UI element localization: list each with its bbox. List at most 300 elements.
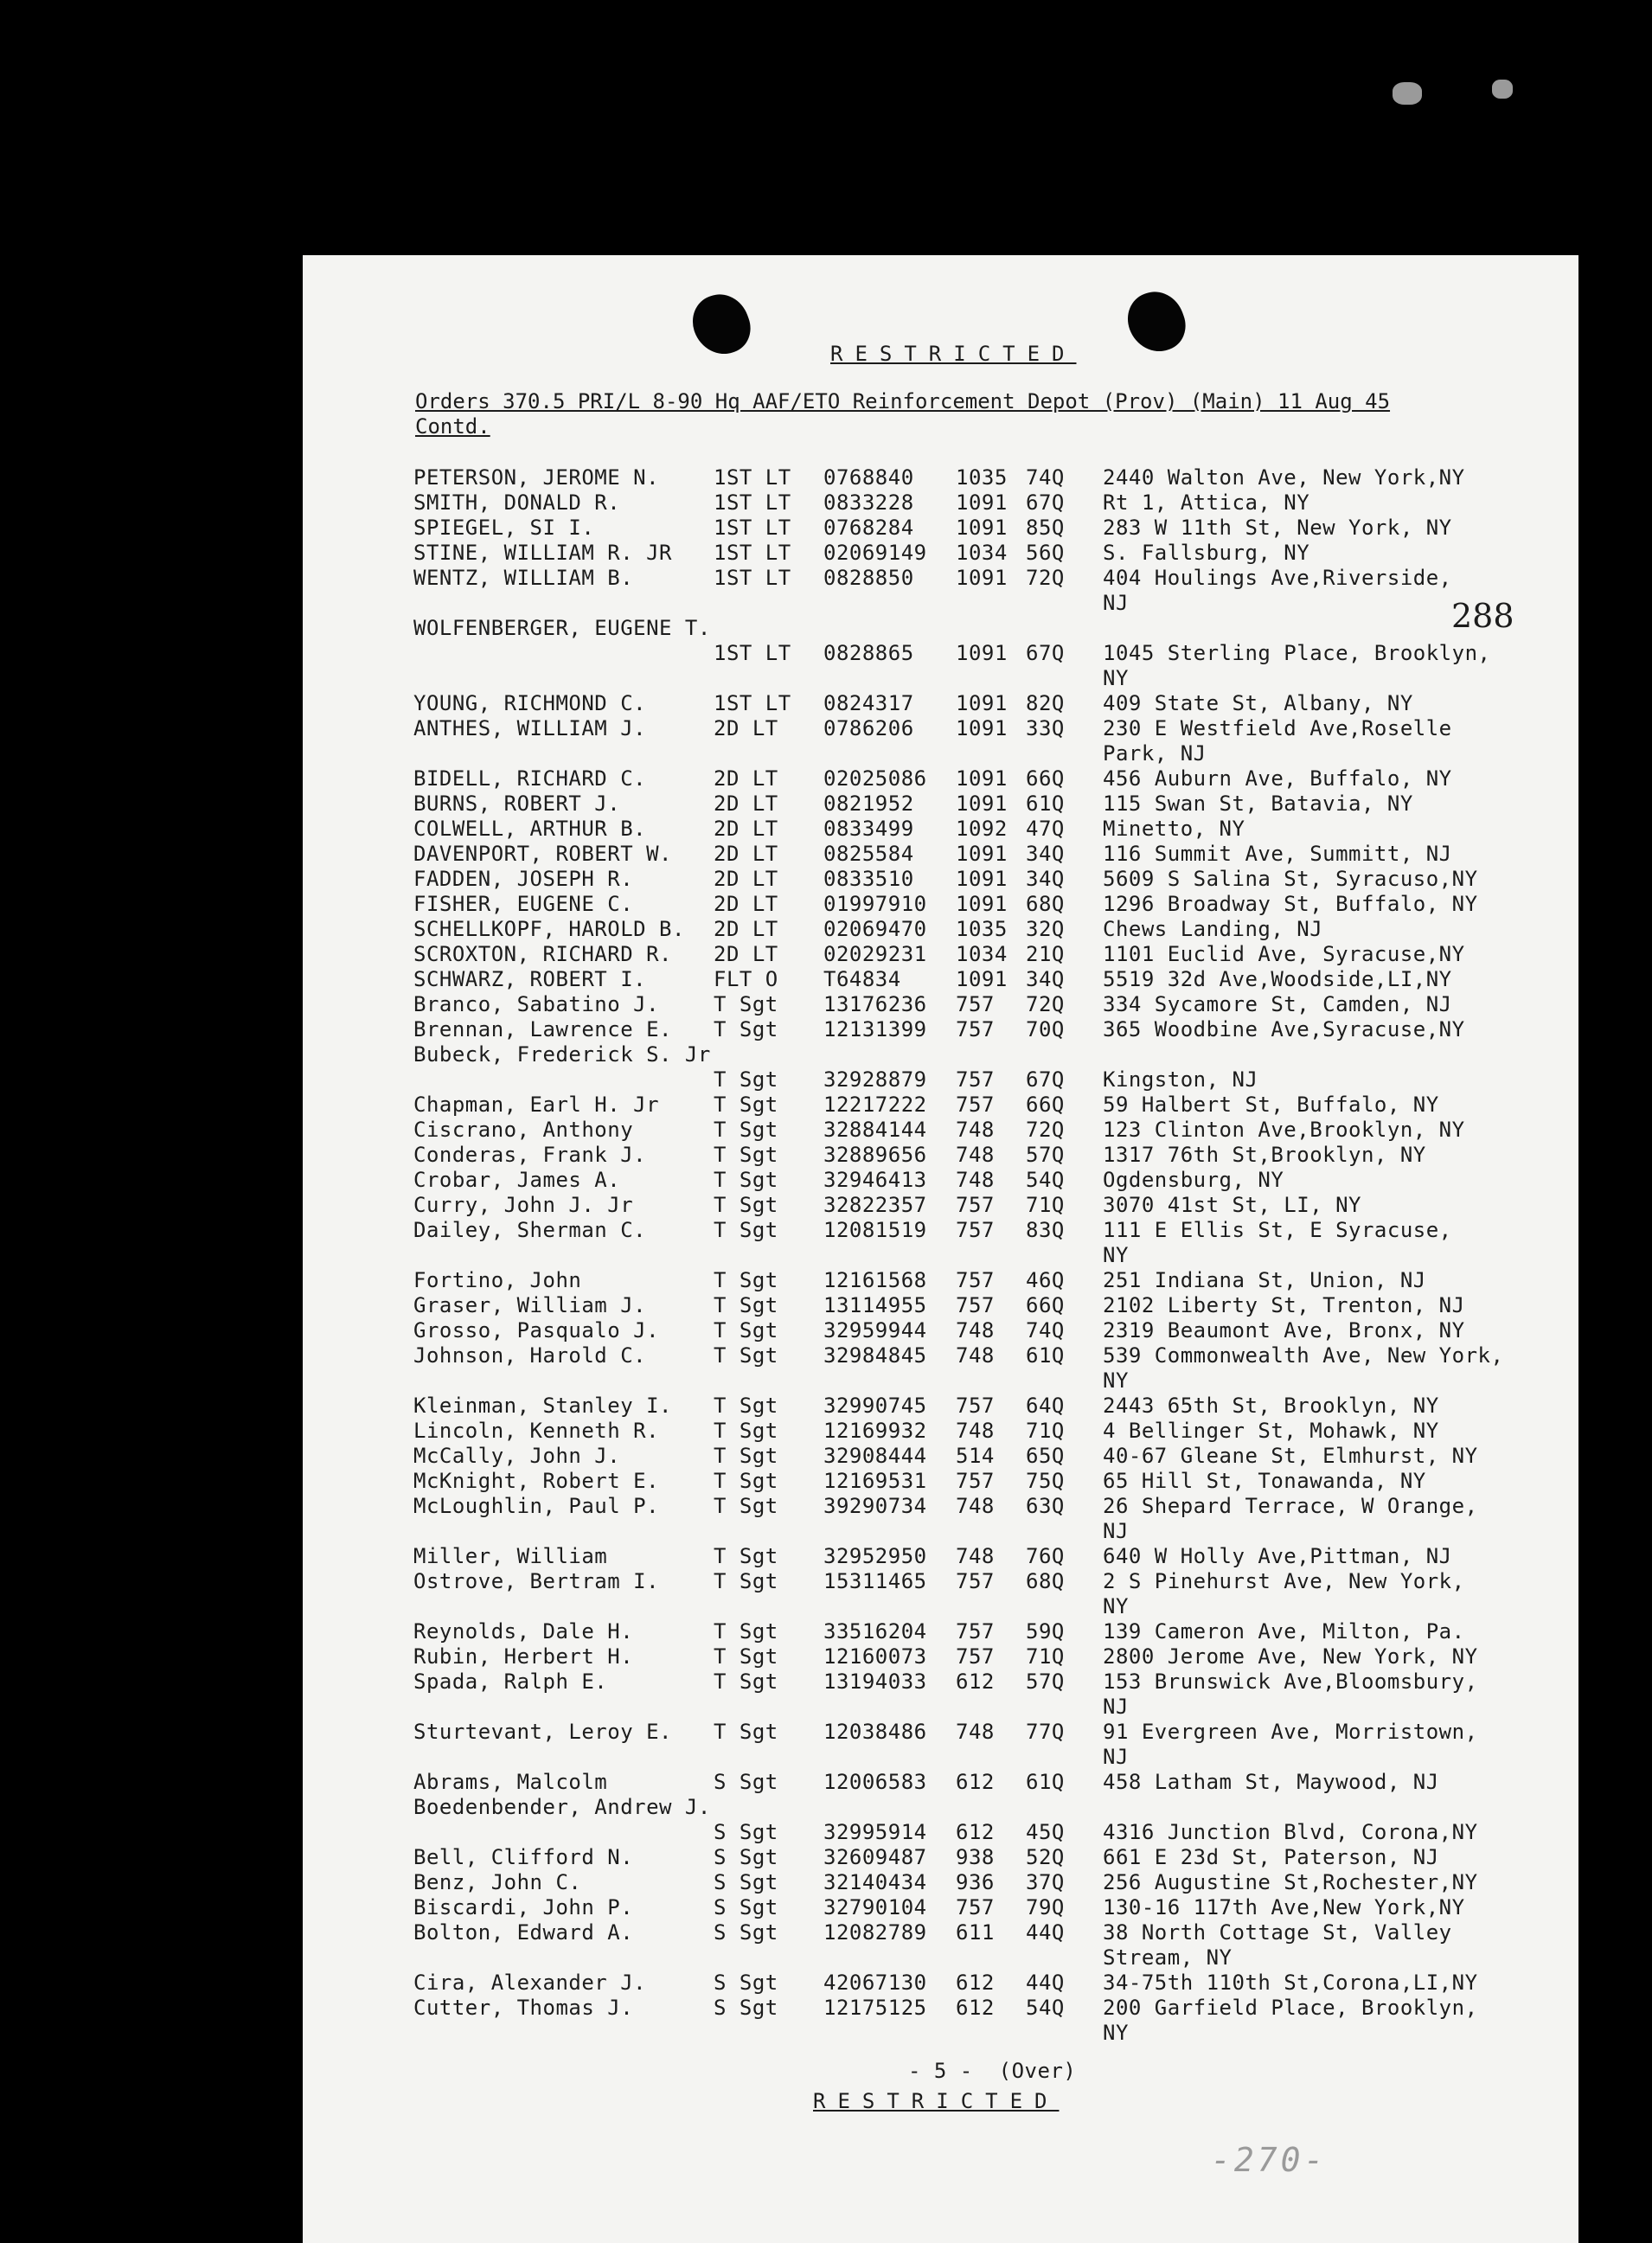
- roster-serial: 12217222: [823, 1093, 927, 1117]
- roster-q: 68Q: [1026, 892, 1065, 916]
- roster-serial: 0833510: [823, 867, 914, 891]
- roster-address: 139 Cameron Ave, Milton, Pa.: [1103, 1619, 1465, 1644]
- roster-address: 1101 Euclid Ave, Syracuse,NY: [1103, 942, 1465, 966]
- scan-speck: [1492, 80, 1513, 99]
- table-row: [303, 917, 1578, 943]
- roster-code: 1091: [956, 867, 1008, 891]
- roster-name: SCHWARZ, ROBERT I.: [413, 967, 647, 991]
- roster-name: Bubeck, Frederick S. Jr: [413, 1042, 711, 1067]
- roster-address: 65 Hill St, Tonawanda, NY: [1103, 1469, 1426, 1493]
- roster-code: 748: [956, 1343, 995, 1368]
- table-row: [303, 1820, 1578, 1846]
- roster-serial: 32790104: [823, 1895, 927, 1919]
- roster-serial: 12161568: [823, 1268, 927, 1292]
- roster-q: 37Q: [1026, 1870, 1065, 1894]
- roster-address: 59 Halbert St, Buffalo, NY: [1103, 1093, 1439, 1117]
- roster-serial: 0825584: [823, 842, 914, 866]
- roster-rank: 1ST LT: [714, 516, 791, 540]
- roster-code: 1035: [956, 465, 1008, 490]
- roster-serial: 32140434: [823, 1870, 927, 1894]
- roster-serial: 12082789: [823, 1920, 927, 1945]
- roster-q: 67Q: [1026, 490, 1065, 515]
- table-row: [303, 817, 1578, 843]
- roster-q: 44Q: [1026, 1971, 1065, 1995]
- table-row-continuation: [303, 1243, 1578, 1269]
- roster-name: Abrams, Malcolm: [413, 1770, 608, 1794]
- roster-name: Ciscrano, Anthony: [413, 1118, 634, 1142]
- table-row: [303, 766, 1578, 792]
- roster-serial: 32959944: [823, 1318, 927, 1343]
- roster-address: 251 Indiana St, Union, NJ: [1103, 1268, 1426, 1292]
- roster-name: YOUNG, RICHMOND C.: [413, 691, 647, 715]
- roster-address: 1317 76th St,Brooklyn, NY: [1103, 1143, 1426, 1167]
- roster-q: 61Q: [1026, 1343, 1065, 1368]
- roster-rank: S Sgt: [714, 1820, 778, 1844]
- roster-q: 47Q: [1026, 817, 1065, 841]
- roster-q: 75Q: [1026, 1469, 1065, 1493]
- roster-name: FADDEN, JOSEPH R.: [413, 867, 634, 891]
- table-row-continuation: [303, 591, 1578, 617]
- roster-serial: 12006583: [823, 1770, 927, 1794]
- roster-code: 757: [956, 1067, 995, 1092]
- roster-code: 611: [956, 1920, 995, 1945]
- roster-address: 38 North Cottage St, Valley: [1103, 1920, 1452, 1945]
- table-row: [303, 1093, 1578, 1118]
- roster-rank: 1ST LT: [714, 566, 791, 590]
- roster-q: 83Q: [1026, 1218, 1065, 1242]
- roster-code: 757: [956, 1293, 995, 1317]
- roster-name: Spada, Ralph E.: [413, 1669, 608, 1694]
- roster-address: Rt 1, Attica, NY: [1103, 490, 1310, 515]
- table-row: [303, 1394, 1578, 1419]
- roster-serial: 0824317: [823, 691, 914, 715]
- roster-code: 1091: [956, 892, 1008, 916]
- roster-address: Ogdensburg, NY: [1103, 1168, 1284, 1192]
- roster-serial: 32889656: [823, 1143, 927, 1167]
- roster-rank: T Sgt: [714, 1318, 778, 1343]
- table-row: [303, 1469, 1578, 1495]
- roster-address: 4316 Junction Blvd, Corona,NY: [1103, 1820, 1478, 1844]
- roster-serial: 13176236: [823, 992, 927, 1016]
- roster-serial: 32990745: [823, 1394, 927, 1418]
- table-row: [303, 1770, 1578, 1796]
- roster-address: 640 W Holly Ave,Pittman, NJ: [1103, 1544, 1452, 1568]
- roster-name: Brennan, Lawrence E.: [413, 1017, 672, 1041]
- roster-q: 70Q: [1026, 1017, 1065, 1041]
- roster-address: 123 Clinton Ave,Brooklyn, NY: [1103, 1118, 1465, 1142]
- table-row: [303, 1895, 1578, 1921]
- roster-rank: 2D LT: [714, 917, 778, 941]
- roster-serial: 13114955: [823, 1293, 927, 1317]
- roster-q: 66Q: [1026, 1293, 1065, 1317]
- roster-q: 46Q: [1026, 1268, 1065, 1292]
- roster-name: Biscardi, John P.: [413, 1895, 634, 1919]
- table-row: [303, 992, 1578, 1018]
- roster-address: 456 Auburn Ave, Buffalo, NY: [1103, 766, 1452, 791]
- roster-code: 1091: [956, 842, 1008, 866]
- roster-address: 539 Commonwealth Ave, New York,: [1103, 1343, 1504, 1368]
- roster-rank: T Sgt: [714, 1343, 778, 1368]
- roster-name: Boedenbender, Andrew J.: [413, 1795, 711, 1819]
- document-page: [303, 255, 1578, 2243]
- table-row-continuation: [303, 1368, 1578, 1394]
- roster-name: Cutter, Thomas J.: [413, 1996, 634, 2020]
- roster-rank: 2D LT: [714, 817, 778, 841]
- roster-code: 757: [956, 1394, 995, 1418]
- roster-serial: T64834: [823, 967, 901, 991]
- roster-rank: T Sgt: [714, 1569, 778, 1593]
- roster-address: 26 Shepard Terrace, W Orange,: [1103, 1494, 1478, 1518]
- roster-name: WOLFENBERGER, EUGENE T.: [413, 616, 711, 640]
- roster-rank: T Sgt: [714, 1093, 778, 1117]
- table-row-continuation: [303, 2021, 1578, 2047]
- roster-code: 514: [956, 1444, 995, 1468]
- table-row: [303, 616, 1578, 642]
- roster-code: 612: [956, 1996, 995, 2020]
- table-row: [303, 1920, 1578, 1946]
- roster-rank: 1ST LT: [714, 691, 791, 715]
- roster-q: 59Q: [1026, 1619, 1065, 1644]
- roster-name: Cira, Alexander J.: [413, 1971, 647, 1995]
- roster-q: 61Q: [1026, 791, 1065, 816]
- roster-q: 33Q: [1026, 716, 1065, 740]
- roster-code: 757: [956, 1469, 995, 1493]
- roster-serial: 32984845: [823, 1343, 927, 1368]
- table-row: [303, 516, 1578, 542]
- table-row: [303, 1720, 1578, 1746]
- roster-serial: 02029231: [823, 942, 927, 966]
- scan-speck: [1393, 82, 1422, 105]
- roster-address: 1045 Sterling Place, Brooklyn,: [1103, 641, 1491, 665]
- roster-serial: 0828865: [823, 641, 914, 665]
- roster-code: 757: [956, 1017, 995, 1041]
- classification-header: RESTRICTED: [830, 342, 1077, 366]
- roster-name: Rubin, Herbert H.: [413, 1644, 634, 1669]
- table-row: [303, 892, 1578, 918]
- roster-name: DAVENPORT, ROBERT W.: [413, 842, 672, 866]
- roster-address: 2443 65th St, Brooklyn, NY: [1103, 1394, 1439, 1418]
- roster-rank: T Sgt: [714, 1118, 778, 1142]
- roster-q: 72Q: [1026, 566, 1065, 590]
- roster-q: 85Q: [1026, 516, 1065, 540]
- roster-code: 748: [956, 1544, 995, 1568]
- roster-address: 230 E Westfield Ave,Roselle: [1103, 716, 1452, 740]
- continued-label: Contd.: [415, 414, 490, 439]
- roster-code: 1091: [956, 967, 1008, 991]
- table-row: [303, 867, 1578, 893]
- table-row: [303, 1870, 1578, 1896]
- roster-serial: 32952950: [823, 1544, 927, 1568]
- roster-rank: T Sgt: [714, 1419, 778, 1443]
- roster-name: FISHER, EUGENE C.: [413, 892, 634, 916]
- roster-serial: 32995914: [823, 1820, 927, 1844]
- roster-serial: 15311465: [823, 1569, 927, 1593]
- roster-q: 34Q: [1026, 867, 1065, 891]
- roster-rank: T Sgt: [714, 1619, 778, 1644]
- roster-address-continued: NY: [1103, 666, 1129, 690]
- roster-address-continued: NJ: [1103, 591, 1129, 615]
- roster-code: 757: [956, 1218, 995, 1242]
- roster-name: Branco, Sabatino J.: [413, 992, 660, 1016]
- roster-address: 5519 32d Ave,Woodside,LI,NY: [1103, 967, 1452, 991]
- roster-code: 612: [956, 1820, 995, 1844]
- roster-q: 77Q: [1026, 1720, 1065, 1744]
- roster-q: 68Q: [1026, 1569, 1065, 1593]
- roster-q: 71Q: [1026, 1193, 1065, 1217]
- roster-serial: 0828850: [823, 566, 914, 590]
- roster-address: 40-67 Gleane St, Elmhurst, NY: [1103, 1444, 1478, 1468]
- roster-code: 757: [956, 1895, 995, 1919]
- roster-code: 748: [956, 1494, 995, 1518]
- roster-name: BURNS, ROBERT J.: [413, 791, 621, 816]
- roster-code: 936: [956, 1870, 995, 1894]
- roster-name: Kleinman, Stanley I.: [413, 1394, 672, 1418]
- roster-code: 757: [956, 1193, 995, 1217]
- roster-serial: 42067130: [823, 1971, 927, 1995]
- roster-address: 256 Augustine St,Rochester,NY: [1103, 1870, 1478, 1894]
- roster-address-continued: NY: [1103, 1243, 1129, 1267]
- roster-name: Bolton, Edward A.: [413, 1920, 634, 1945]
- table-row-continuation: [303, 741, 1578, 767]
- roster-q: 57Q: [1026, 1669, 1065, 1694]
- roster-name: SMITH, DONALD R.: [413, 490, 621, 515]
- roster-address-continued: NJ: [1103, 1745, 1129, 1769]
- roster-name: McKnight, Robert E.: [413, 1469, 660, 1493]
- table-row: [303, 1569, 1578, 1595]
- roster-rank: T Sgt: [714, 1293, 778, 1317]
- roster-code: 1035: [956, 917, 1008, 941]
- roster-q: 71Q: [1026, 1419, 1065, 1443]
- roster-address: S. Fallsburg, NY: [1103, 541, 1310, 565]
- roster-rank: T Sgt: [714, 1017, 778, 1041]
- roster-name: SCHELLKOPF, HAROLD B.: [413, 917, 685, 941]
- roster-name: Benz, John C.: [413, 1870, 582, 1894]
- roster-address-continued: NY: [1103, 2021, 1129, 2045]
- roster-code: 748: [956, 1318, 995, 1343]
- roster-rank: T Sgt: [714, 1143, 778, 1167]
- roster-code: 1091: [956, 691, 1008, 715]
- roster-address: 34-75th 110th St,Corona,LI,NY: [1103, 1971, 1478, 1995]
- roster-rank: 2D LT: [714, 766, 778, 791]
- roster-q: 76Q: [1026, 1544, 1065, 1568]
- roster-q: 52Q: [1026, 1845, 1065, 1869]
- table-row: [303, 791, 1578, 817]
- table-row: [303, 641, 1578, 667]
- roster-code: 748: [956, 1118, 995, 1142]
- roster-serial: 02025086: [823, 766, 927, 791]
- roster-rank: T Sgt: [714, 1494, 778, 1518]
- table-row: [303, 1996, 1578, 2022]
- roster-serial: 32884144: [823, 1118, 927, 1142]
- roster-rank: S Sgt: [714, 1920, 778, 1945]
- roster-rank: T Sgt: [714, 1469, 778, 1493]
- table-row: [303, 1494, 1578, 1520]
- table-row: [303, 1293, 1578, 1319]
- roster-code: 1091: [956, 516, 1008, 540]
- table-row: [303, 465, 1578, 491]
- roster-rank: S Sgt: [714, 1770, 778, 1794]
- table-row: [303, 716, 1578, 742]
- roster-address-continued: NJ: [1103, 1695, 1129, 1719]
- roster-q: 67Q: [1026, 1067, 1065, 1092]
- roster-serial: 32946413: [823, 1168, 927, 1192]
- roster-name: Dailey, Sherman C.: [413, 1218, 647, 1242]
- roster-name: Grosso, Pasqualo J.: [413, 1318, 660, 1343]
- roster-serial: 12131399: [823, 1017, 927, 1041]
- roster-serial: 0768840: [823, 465, 914, 490]
- roster-rank: T Sgt: [714, 1067, 778, 1092]
- roster-address: 200 Garfield Place, Brooklyn,: [1103, 1996, 1478, 2020]
- roster-name: Lincoln, Kenneth R.: [413, 1419, 660, 1443]
- roster-code: 757: [956, 1619, 995, 1644]
- roster-serial: 0821952: [823, 791, 914, 816]
- table-row-continuation: [303, 666, 1578, 692]
- roster-q: 21Q: [1026, 942, 1065, 966]
- roster-rank: T Sgt: [714, 1218, 778, 1242]
- roster-address-continued: NY: [1103, 1594, 1129, 1618]
- roster-q: 72Q: [1026, 1118, 1065, 1142]
- roster-serial: 32928879: [823, 1067, 927, 1092]
- roster-address: 1296 Broadway St, Buffalo, NY: [1103, 892, 1478, 916]
- table-row: [303, 1193, 1578, 1219]
- roster-address: 458 Latham St, Maywood, NJ: [1103, 1770, 1439, 1794]
- orders-reference: Orders 370.5 PRI/L 8-90 Hq AAF/ETO Reinforcement Depot (Prov) (Main) 11 Aug 45: [415, 389, 1391, 413]
- roster-rank: 2D LT: [714, 942, 778, 966]
- roster-name: Crobar, James A.: [413, 1168, 621, 1192]
- table-row: [303, 1444, 1578, 1470]
- roster-serial: 12169531: [823, 1469, 927, 1493]
- roster-serial: 32908444: [823, 1444, 927, 1468]
- roster-q: 54Q: [1026, 1996, 1065, 2020]
- table-row: [303, 541, 1578, 567]
- table-row: [303, 942, 1578, 968]
- roster-address: 2800 Jerome Ave, New York, NY: [1103, 1644, 1478, 1669]
- roster-serial: 32822357: [823, 1193, 927, 1217]
- roster-address: 2319 Beaumont Ave, Bronx, NY: [1103, 1318, 1465, 1343]
- roster-rank: S Sgt: [714, 1971, 778, 1995]
- roster-rank: T Sgt: [714, 1720, 778, 1744]
- roster-q: 44Q: [1026, 1920, 1065, 1945]
- roster-rank: 2D LT: [714, 867, 778, 891]
- roster-q: 61Q: [1026, 1770, 1065, 1794]
- roster-name: WENTZ, WILLIAM B.: [413, 566, 634, 590]
- roster-code: 1092: [956, 817, 1008, 841]
- roster-code: 757: [956, 1268, 995, 1292]
- roster-name: Ostrove, Bertram I.: [413, 1569, 660, 1593]
- page-stamp-number: 288: [1451, 597, 1514, 635]
- table-row: [303, 1669, 1578, 1695]
- roster-rank: T Sgt: [714, 1268, 778, 1292]
- roster-rank: T Sgt: [714, 1168, 778, 1192]
- table-row: [303, 1795, 1578, 1821]
- roster-rank: 1ST LT: [714, 641, 791, 665]
- roster-code: 748: [956, 1168, 995, 1192]
- roster-rank: 2D LT: [714, 892, 778, 916]
- punch-hole-right: [1120, 284, 1193, 360]
- roster-q: 79Q: [1026, 1895, 1065, 1919]
- handwritten-number: -270-: [1211, 2141, 1328, 2179]
- roster-address: Kingston, NJ: [1103, 1067, 1258, 1092]
- table-row: [303, 1544, 1578, 1570]
- roster-rank: FLT O: [714, 967, 778, 991]
- roster-code: 1091: [956, 490, 1008, 515]
- roster-serial: 02069149: [823, 541, 927, 565]
- roster-rank: T Sgt: [714, 1444, 778, 1468]
- table-row: [303, 566, 1578, 592]
- roster-address: 91 Evergreen Ave, Morristown,: [1103, 1720, 1478, 1744]
- roster-address: 3070 41st St, LI, NY: [1103, 1193, 1361, 1217]
- roster-address: 115 Swan St, Batavia, NY: [1103, 791, 1413, 816]
- roster-name: STINE, WILLIAM R. JR: [413, 541, 672, 565]
- table-row: [303, 1343, 1578, 1369]
- table-row: [303, 1218, 1578, 1244]
- table-row: [303, 1168, 1578, 1194]
- roster-address: 404 Houlings Ave,Riverside,: [1103, 566, 1452, 590]
- roster-address-continued: NJ: [1103, 1519, 1129, 1543]
- table-row: [303, 1268, 1578, 1294]
- roster-q: 56Q: [1026, 541, 1065, 565]
- roster-rank: S Sgt: [714, 1996, 778, 2020]
- roster-address: 2440 Walton Ave, New York,NY: [1103, 465, 1465, 490]
- roster-q: 57Q: [1026, 1143, 1065, 1167]
- table-row: [303, 490, 1578, 516]
- roster-name: Curry, John J. Jr: [413, 1193, 634, 1217]
- roster-name: SCROXTON, RICHARD R.: [413, 942, 672, 966]
- roster-address: 5609 S Salina St, Syracuso,NY: [1103, 867, 1478, 891]
- table-row-continuation: [303, 1594, 1578, 1620]
- roster-address: 283 W 11th St, New York, NY: [1103, 516, 1452, 540]
- roster-code: 1091: [956, 716, 1008, 740]
- roster-address: 365 Woodbine Ave,Syracuse,NY: [1103, 1017, 1465, 1041]
- roster-code: 1034: [956, 942, 1008, 966]
- roster-code: 612: [956, 1971, 995, 1995]
- roster-serial: 13194033: [823, 1669, 927, 1694]
- roster-name: Sturtevant, Leroy E.: [413, 1720, 672, 1744]
- roster-rank: 2D LT: [714, 716, 778, 740]
- roster-serial: 12169932: [823, 1419, 927, 1443]
- table-row-continuation: [303, 1945, 1578, 1971]
- roster-address: 2102 Liberty St, Trenton, NJ: [1103, 1293, 1465, 1317]
- roster-code: 1091: [956, 766, 1008, 791]
- roster-serial: 0833499: [823, 817, 914, 841]
- table-row: [303, 1619, 1578, 1645]
- roster-code: 757: [956, 1569, 995, 1593]
- roster-code: 1091: [956, 791, 1008, 816]
- table-row: [303, 1644, 1578, 1670]
- roster-rank: 1ST LT: [714, 490, 791, 515]
- roster-serial: 12175125: [823, 1996, 927, 2020]
- roster-rank: S Sgt: [714, 1870, 778, 1894]
- roster-address: 409 State St, Albany, NY: [1103, 691, 1413, 715]
- roster-name: McLoughlin, Paul P.: [413, 1494, 660, 1518]
- roster-serial: 39290734: [823, 1494, 927, 1518]
- table-row: [303, 1118, 1578, 1144]
- classification-footer: RESTRICTED: [813, 2089, 1060, 2113]
- table-row: [303, 967, 1578, 993]
- roster-rank: T Sgt: [714, 1544, 778, 1568]
- roster-address: 334 Sycamore St, Camden, NJ: [1103, 992, 1452, 1016]
- roster-rank: 1ST LT: [714, 465, 791, 490]
- roster-rank: T Sgt: [714, 1193, 778, 1217]
- roster-code: 748: [956, 1419, 995, 1443]
- table-row: [303, 842, 1578, 868]
- roster-name: SPIEGEL, SI I.: [413, 516, 595, 540]
- roster-address-continued: NY: [1103, 1368, 1129, 1393]
- roster-q: 74Q: [1026, 1318, 1065, 1343]
- roster-address: 111 E Ellis St, E Syracuse,: [1103, 1218, 1452, 1242]
- roster-rank: T Sgt: [714, 992, 778, 1016]
- roster-serial: 12160073: [823, 1644, 927, 1669]
